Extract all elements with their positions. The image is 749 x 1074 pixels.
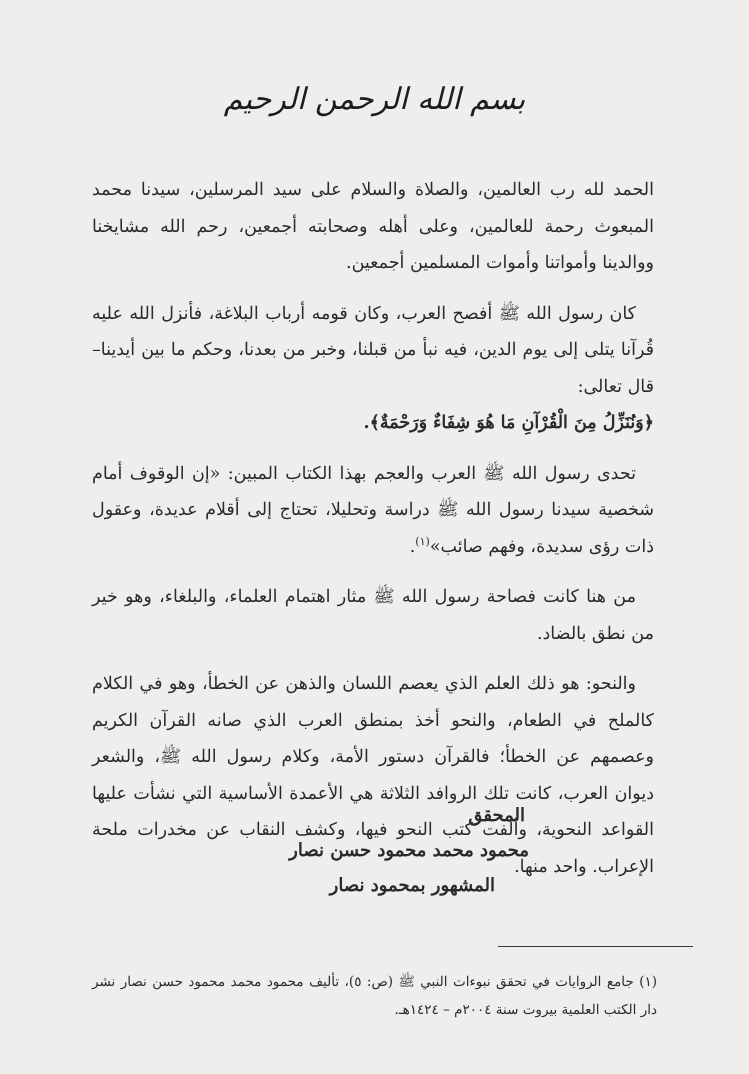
footnote-divider <box>498 946 693 947</box>
signature-name: محمود محمد محمود حسن نصار <box>289 840 529 861</box>
signature-known-as: المشهور بمحمود نصار <box>329 875 495 896</box>
footnote-reference[interactable]: (١) <box>415 534 430 548</box>
paragraph-eloquence-interest: من هنا كانت فصاحة رسول الله ﷺ مثار اهتمام العلماء، والبلغاء، وهو خير من نطق بالضاد. <box>92 587 654 644</box>
paragraph-opening: الحمد لله رب العالمين، والصلاة والسلام على سيد المرسلين، سيدنا محمد المبعوث رحمة للعالمين، وعلى أهله وصحابته أجمعين، رحم الله مشايخنا ووالدينا وأمواتنا وأموات المسلمين أجمعين. <box>92 180 654 273</box>
paragraph-prophet-eloquence <box>92 296 654 442</box>
signature-block <box>229 798 529 903</box>
sentence-period: . <box>409 536 416 557</box>
paragraph-text: تحدى رسول الله ﷺ العرب والعجم بهذا الكتاب المبين: «إن الوقوف أمام شخصية سيدنا رسول الله ﷺ دراسة وتحليلا، تحتاج إلى أقلام عديدة، وعقول ذات رؤى سديدة، وفهم صائب» <box>92 463 654 557</box>
basmala-heading: بسم الله الرحمن الرحيم <box>223 82 526 117</box>
paragraph-challenge <box>92 456 654 566</box>
paragraph-text: كان رسول الله ﷺ أفصح العرب، وكان قومه أرباب البلاغة، فأنزل الله عليه قُرآنا يتلى إلى يوم الدين، فيه نبأ من قبلنا، وخبر من بعدنا، وحكم ما بين أيدينا– قال تعالى: <box>92 303 654 397</box>
footnote: (١) جامع الروايات في تحقق نبوءات النبي ﷺ (ص: ٥)، تأليف محمود محمد محمود حسن نصار نشر دار الكتب العلمية بيروت سنة ٢٠٠٤م – ١٤٢٤هـ. <box>92 974 658 1018</box>
paragraph-grammar: والنحو: هو ذلك العلم الذي يعصم اللسان والذهن عن الخطأ، وهو في الكلام كالملح في الطعام، والنحو أخذ بمنطق العرب الذي صانه القرآن الكريم وعصمهم عن الخطأ؛ فالقرآن دستور الأمة، وكلام رسول الله ﷺ، والشعر ديوان العرب، كانت تلك الروافد الثلاثة هي الأعمدة الأساسية التي نشأت عليها القواعد النحوية، وألفت كتب النحو فيها، وكشف النقاب عن مخدرات ملحة الإعراب. واحد منها. <box>92 674 654 877</box>
body-text <box>92 172 654 899</box>
signature-title: المحقق <box>468 805 525 826</box>
quran-verse: ﴿وَنُنَزِّلُ مِنَ الْقُرْآنِ مَا هُوَ شِفَاءٌ وَرَحْمَةٌ﴾. <box>363 413 654 433</box>
